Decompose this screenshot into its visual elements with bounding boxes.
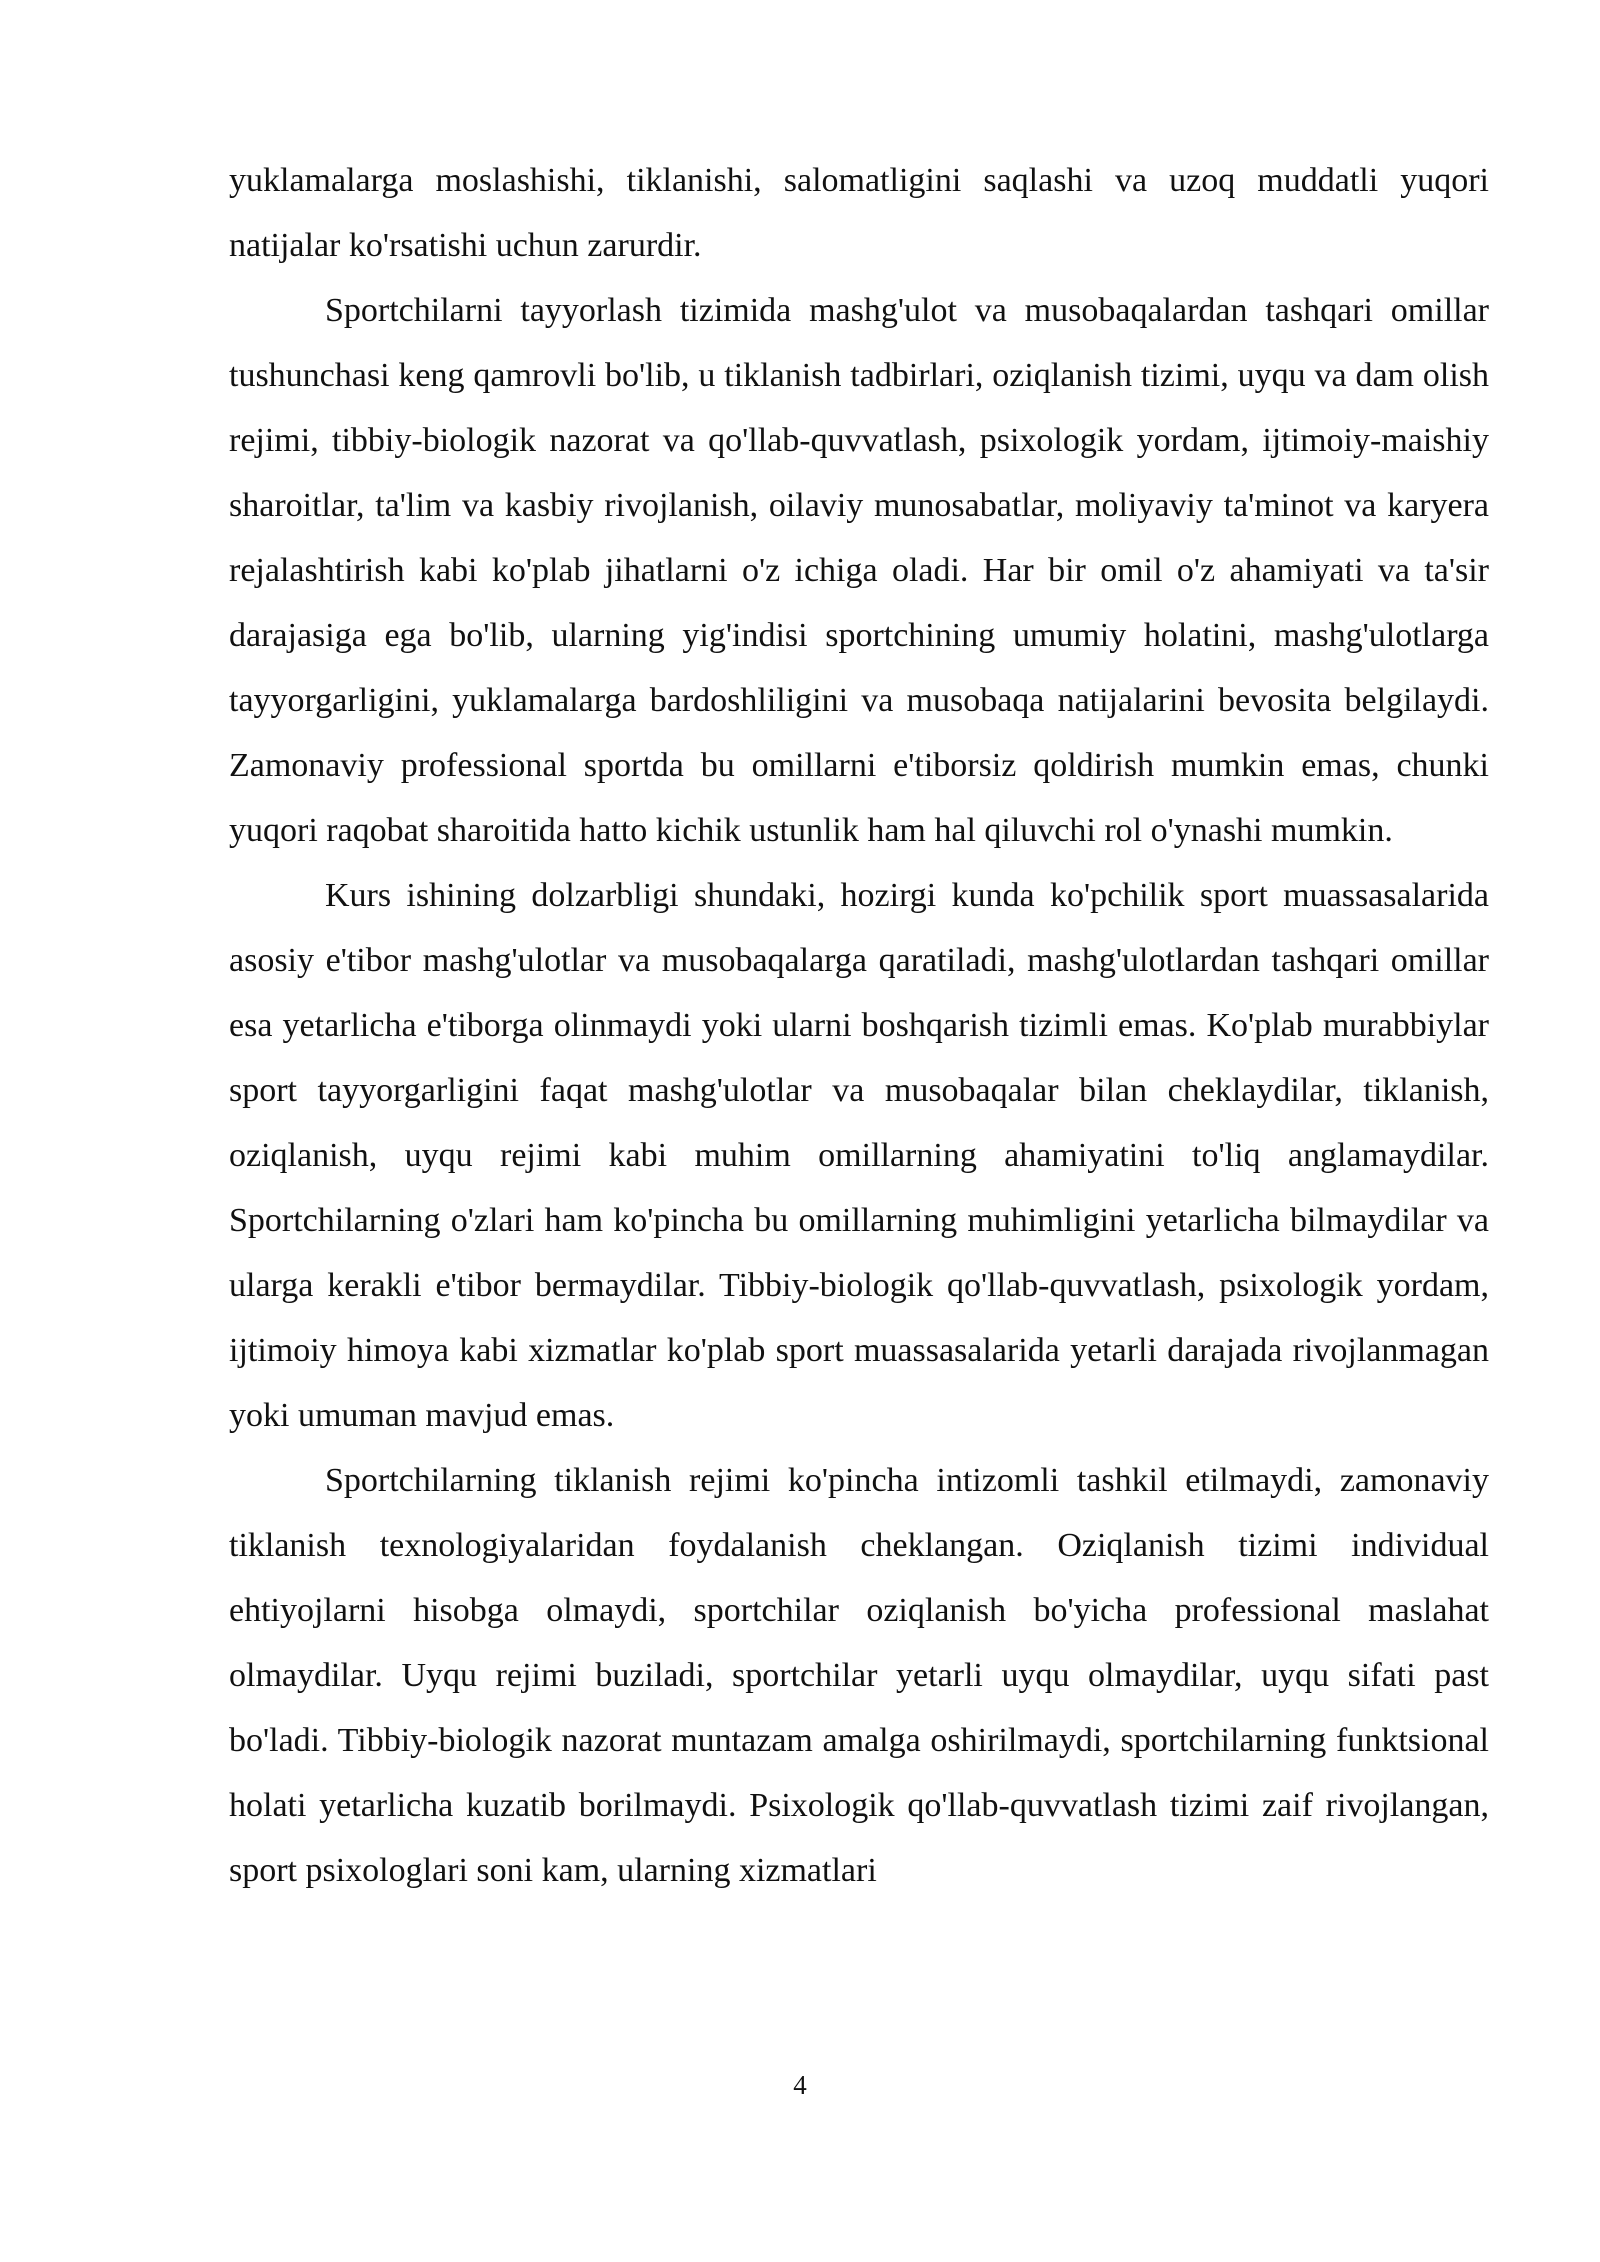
paragraph-factors-concept: Sportchilarni tayyorlash tizimida mashg'ulot va musobaqalardan tashqari omillar tushunchasi keng qamrovli bo'lib, u tiklanish tadbirlari, oziqlanish tizimi, uyqu va dam olish rejimi, tibbiy-biologik nazorat va qo'llab-quvvatlash, psixologik yordam, ijtimoiy-maishiy sharoitlar, ta'lim va kasbiy rivojlanish, oilaviy munosabatlar, moliyaviy ta'minot va karyera rejalashtirish kabi ko'plab jihatlarni o'z ichiga oladi. Har bir omil o'z ahamiyati va ta'sir darajasiga ega bo'lib, ularning yig'indisi sportchining umumiy holatini, mashg'ulotlarga tayyorgarligini, yuklamalarga bardoshliligini va musobaqa natijalarini bevosita belgilaydi. Zamonaviy professional sportda bu omillarni e'tiborsiz qoldirish mumkin emas, chunki yuqori raqobat sharoitida hatto kichik ustunlik ham hal qiluvchi rol o'ynashi mumkin. — [229, 292, 1489, 849]
paragraph-relevance: Kurs ishining dolzarbligi shundaki, hozirgi kunda ko'pchilik sport muassasalarida asosiy e'tibor mashg'ulotlar va musobaqalarga qaratiladi, mashg'ulotlardan tashqari omillar esa yetarlicha e'tiborga olinmaydi yoki ularni boshqarish tizimli emas. Ko'plab murabbiylar sport tayyorgarligini faqat mashg'ulotlar va musobaqalar bilan cheklaydilar, tiklanish, oziqlanish, uyqu rejimi kabi muhim omillarning ahamiyatini to'liq anglamaydilar. Sportchilarning o'zlari ham ko'pincha bu omillarning muhimligini yetarlicha bilmaydilar va ularga kerakli e'tibor bermaydilar. Tibbiy-biologik qo'llab-quvvatlash, psixologik yordam, ijtimoiy himoya kabi xizmatlar ko'plab sport muassasalarida yetarli darajada rivojlanmagan yoki umuman mavjud emas. — [229, 877, 1489, 1434]
page-number: 4 — [793, 2070, 807, 2100]
body-text — [229, 148, 1489, 1903]
paragraph-recovery-regime: Sportchilarning tiklanish rejimi ko'pincha intizomli tashkil etilmaydi, zamonaviy tiklanish texnologiyalaridan foydalanish cheklangan. Oziqlanish tizimi individual ehtiyojlarni hisobga olmaydi, sportchilar oziqlanish bo'yicha professional maslahat olmaydilar. Uyqu rejimi buziladi, sportchilar yetarli uyqu olmaydilar, uyqu sifati past bo'ladi. Tibbiy-biologik nazorat muntazam amalga oshirilmaydi, sportchilarning funktsional holati yetarlicha kuzatib borilmaydi. Psixologik qo'llab-quvvatlash tizimi zaif rivojlangan, sport psixologlari soni kam, ularning xizmatlari — [229, 1462, 1489, 1889]
paragraph-continuation: yuklamalarga moslashishi, tiklanishi, salomatligini saqlashi va uzoq muddatli yuqori natijalar ko'rsatishi uchun zarurdir. — [229, 162, 1489, 264]
